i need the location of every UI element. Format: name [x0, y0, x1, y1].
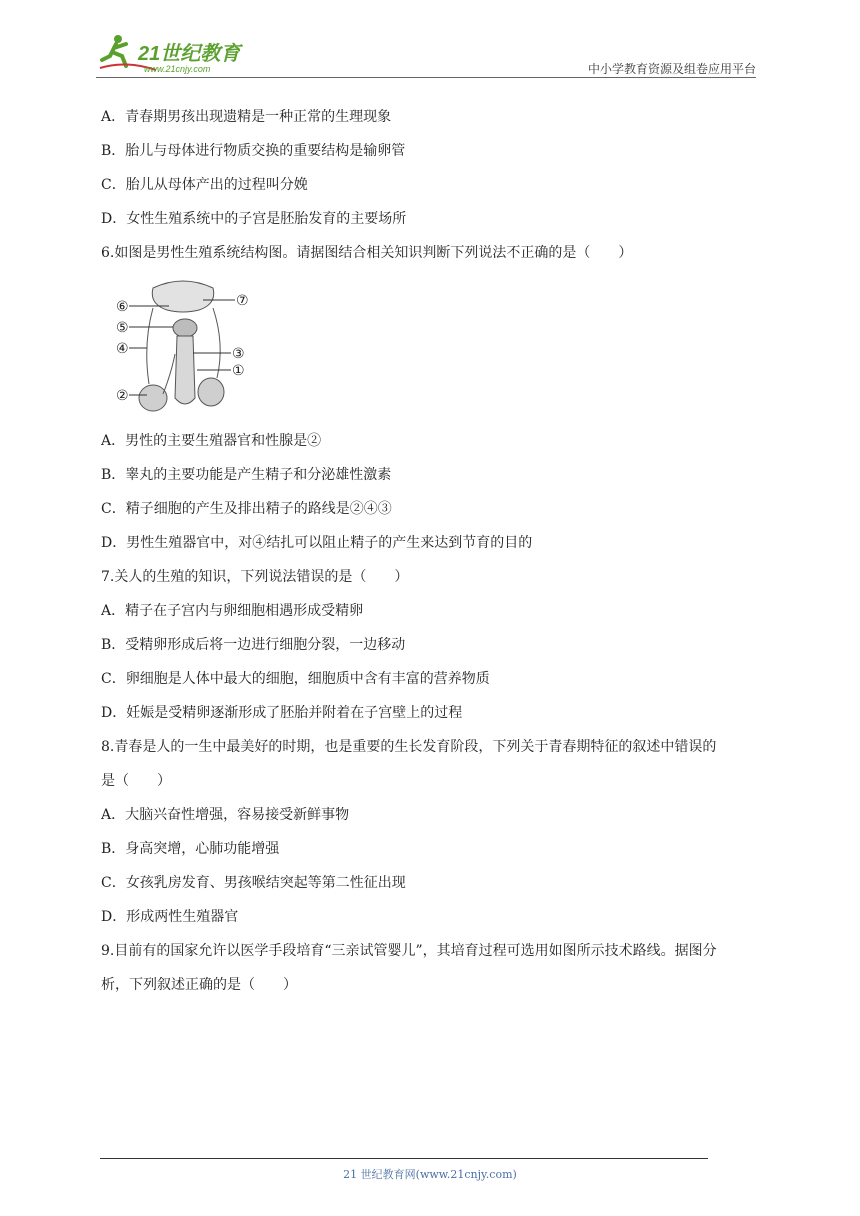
logo-text: 21世纪教育 — [138, 43, 241, 65]
footer-divider — [100, 1158, 708, 1159]
q9-stem-line1: 9.目前有的国家允许以医学手段培育“三亲试管婴儿”，其培育过程可选用如图所示技术路线。据图分 — [101, 943, 717, 959]
logo-url: www.21cnjy.com — [144, 64, 211, 74]
q7-option-c: C．卵细胞是人体中最大的细胞，细胞质中含有丰富的营养物质 — [101, 671, 490, 687]
q6-option-c: C．精子细胞的产生及排出精子的路线是②④③ — [101, 501, 392, 517]
label-2: ② — [116, 388, 129, 404]
q8-option-d: D．形成两性生殖器官 — [101, 909, 239, 925]
q7-option-a: A．精子在子宫内与卵细胞相遇形成受精卵 — [101, 603, 364, 619]
q7-option-b: B．受精卵形成后将一边进行细胞分裂，一边移动 — [101, 637, 406, 653]
q6-option-b: B．睾丸的主要功能是产生精子和分泌雄性激素 — [101, 467, 392, 483]
label-6: ⑥ — [116, 299, 129, 315]
male-reproductive-diagram — [113, 274, 263, 414]
page-header — [96, 30, 756, 78]
q5-option-a: A．青春期男孩出现遗精是一种正常的生理现象 — [101, 109, 392, 125]
q8-stem-line1: 8.青春是人的一生中最美好的时期，也是重要的生长发育阶段，下列关于青春期特征的叙述中错误的 — [101, 739, 717, 755]
q8-option-c: C．女孩乳房发育、男孩喉结突起等第二性征出现 — [101, 875, 406, 891]
q5-option-b: B．胎儿与母体进行物质交换的重要结构是输卵管 — [101, 143, 406, 159]
label-1: ① — [232, 363, 245, 379]
footer-text: 21 世纪教育网(www.21cnjy.com) — [343, 1168, 517, 1181]
label-5: ⑤ — [116, 320, 129, 336]
q6-stem: 6.如图是男性生殖系统结构图。请据图结合相关知识判断下列说法不正确的是（ ） — [101, 245, 633, 261]
q8-option-a: A．大脑兴奋性增强，容易接受新鲜事物 — [101, 807, 350, 823]
q7-stem: 7.关人的生殖的知识，下列说法错误的是（ ） — [101, 569, 409, 585]
q6-option-a: A．男性的主要生殖器官和性腺是② — [101, 433, 322, 449]
q8-stem-line2: 是（ ） — [101, 773, 171, 789]
question-content — [101, 100, 761, 1002]
q5-option-c: C．胎儿从母体产出的过程叫分娩 — [101, 177, 308, 193]
q6-option-d: D．男性生殖器官中，对④结扎可以阻止精子的产生来达到节育的目的 — [101, 535, 533, 551]
q8-option-b: B．身高突增，心肺功能增强 — [101, 841, 280, 857]
header-divider — [96, 77, 756, 78]
logo — [96, 30, 266, 76]
label-7: ⑦ — [236, 293, 249, 309]
q7-option-d: D．妊娠是受精卵逐渐形成了胚胎并附着在子宫壁上的过程 — [101, 705, 463, 721]
q9-stem-line2: 析，下列叙述正确的是（ ） — [101, 977, 297, 993]
q5-option-d: D．女性生殖系统中的子宫是胚胎发育的主要场所 — [101, 211, 407, 227]
label-3: ③ — [232, 346, 245, 362]
platform-name: 中小学教育资源及组卷应用平台 — [587, 62, 756, 76]
label-4: ④ — [116, 341, 129, 357]
